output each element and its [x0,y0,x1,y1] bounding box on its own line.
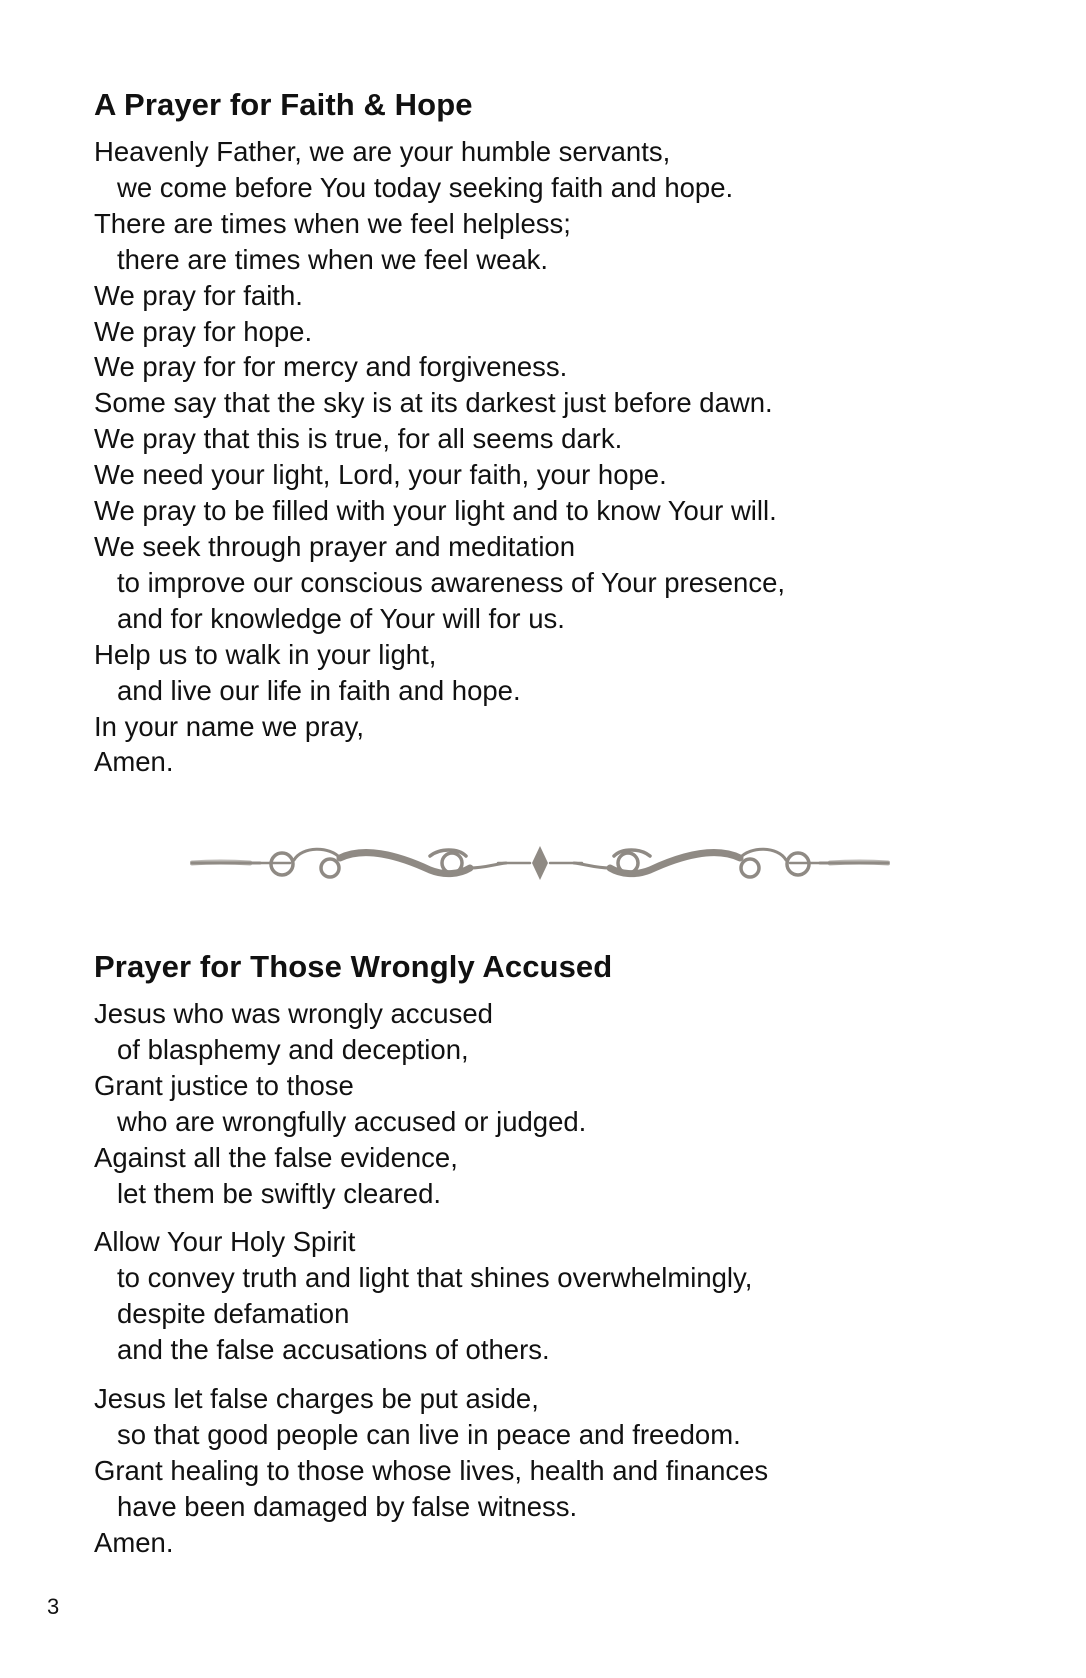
prayer-line: who are wrongfully accused or judged. [117,1105,587,1137]
prayer-line: We pray for for mercy and forgiveness. [94,351,568,383]
prayer-line: We pray to be filled with your light and to know Your will. [94,495,777,527]
prayer-line: Against all the false evidence, [94,1141,458,1173]
prayer-line: There are times when we feel helpless; [94,207,571,239]
prayer-line: Amen. [94,746,174,778]
prayer-line: Jesus let false charges be put aside, [94,1383,539,1415]
prayer-line: there are times when we feel weak. [117,243,549,275]
prayer-wrongly-accused [94,948,994,1561]
prayer-line: and for knowledge of Your will for us. [117,602,565,634]
scroll-flourish-ornament-icon [190,838,890,888]
prayer-line: Grant justice to those [94,1069,354,1101]
prayer-line: have been damaged by false witness. [117,1490,578,1522]
prayer-faith-hope [94,86,994,780]
prayer-line: We pray for hope. [94,315,313,347]
prayer-line: to convey truth and light that shines overwhelmingly, [117,1262,753,1294]
prayer-line: so that good people can live in peace and freedom. [117,1418,741,1450]
prayer-line: we come before You today seeking faith and hope. [117,171,734,203]
prayer-line: despite defamation [117,1298,350,1330]
stanza [94,1381,994,1561]
prayer-line: Allow Your Holy Spirit [94,1226,356,1258]
stanza [94,996,994,1211]
prayer-line: We need your light, Lord, your faith, your hope. [94,459,667,491]
prayer-line: of blasphemy and deception, [117,1033,469,1065]
prayer-line: Help us to walk in your light, [94,638,437,670]
prayer-body [94,996,994,1561]
prayer-line: Grant healing to those whose lives, health and finances [94,1454,769,1486]
prayer-body [94,134,994,780]
stanza [94,134,994,780]
prayer-line: We seek through prayer and meditation [94,530,576,562]
prayer-line: let them be swiftly cleared. [117,1177,442,1209]
prayer-line: and live our life in faith and hope. [117,674,521,706]
prayer-line: We pray that this is true, for all seems dark. [94,423,623,455]
prayer-line: Jesus who was wrongly accused [94,998,493,1029]
prayer-line: to improve our conscious awareness of Your presence, [117,566,786,598]
prayer-line: and the false accusations of others. [117,1334,550,1366]
prayer-line: In your name we pray, [94,710,365,742]
page-number: 3 [47,1594,60,1619]
prayer-line: Some say that the sky is at its darkest just before dawn. [94,387,773,419]
prayer-line: Heavenly Father, we are your humble servants, [94,136,671,167]
stanza [94,1224,994,1368]
prayer-line: We pray for faith. [94,279,303,311]
prayer-title: Prayer for Those Wrongly Accused [94,949,613,984]
prayer-title: A Prayer for Faith & Hope [94,87,473,122]
prayer-line: Amen. [94,1526,174,1558]
